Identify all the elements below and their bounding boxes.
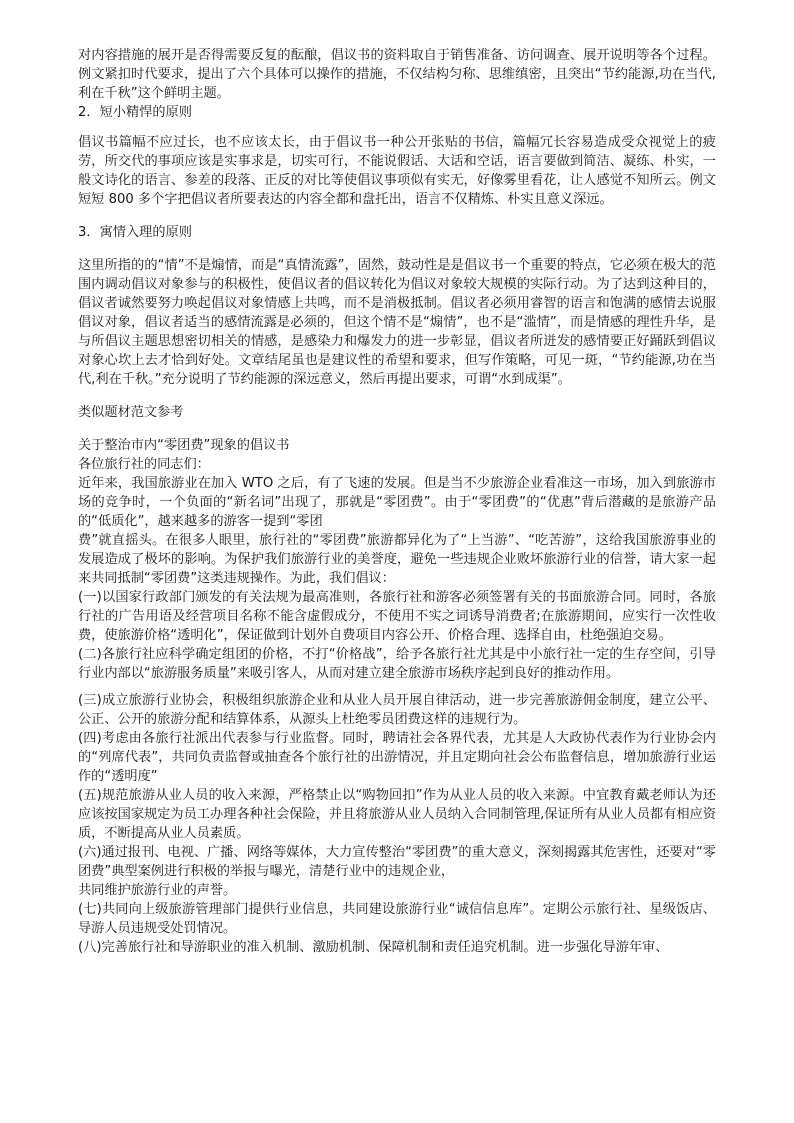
body-paragraph-1: 近年来，我国旅游业在加入 WTO 之后，有了飞速的发展。但是当不少旅游企业看准这一市场，加入到旅游市场的竞争时，一个负面的“新名词”出现了，那就是“零团费”。由于“零团费”的“优惠”背后潜藏的是旅游产品的“低质化”，越来越多的游客一提到“零团 <box>78 476 716 529</box>
proposal-item-6-cont: 共同维护旅游行业的声誉。 <box>78 883 237 898</box>
proposal-title: 关于整治市内“零团费”现象的倡议书 <box>78 438 290 453</box>
proposal-item-2: (二)各旅行社应科学确定组团的价格，不打“价格战”，给予各旅行社尤其是中小旅行社一定的生存空间，引导行业内部以“旅游服务质量”来吸引客人，从而对建立建全旅游市场秩序起到良好的推动作用。 <box>78 647 716 681</box>
salutation: 各位旅行社的同志们： <box>78 457 210 472</box>
proposal-item-3: (三)成立旅游行业协会，积极组织旅游企业和从业人员开展自律活动，进一步完善旅游佣金制度，建立公平、公正、公开的旅游分配和结算体系，从源头上杜绝零员团费这样的违规行为。 <box>78 693 716 727</box>
body-paragraph-1-cont: 费”就直摇头。在很多人眼里，旅行社的“零团费”旅游都异化为了“上当游”、“吃苦游”，这给我国旅游事业的发展造成了极坏的影响。为保护我们旅游行业的美誉度，避免一些违规企业败坏旅游行业的信誉，请大家一起来共同抵制“零团费”这类违规操作。为此，我们倡议： <box>78 533 716 586</box>
heading-emotion: 3．寓情入理的原则 <box>78 225 192 240</box>
proposal-item-8: (八)完善旅行社和导游职业的准入机制、激励机制、保障机制和责任追究机制。进一步强化导游年审、 <box>78 940 669 955</box>
section-heading: 类似题材范文参考 <box>78 405 184 420</box>
emotion-paragraph: 这里所指的的“情”不是煽情，而是“真情流露”，固然，鼓动性是是倡议书一个重要的特点，它必须在极大的范围内调动倡议对象参与的积极性，使倡议者的倡议转化为倡议对象较大规模的实际行动。为了达到这种目的，倡议者诚然要努力唤起倡议对象情感上共鸣，而不是消极抵制。倡议者必须用睿智的语言和饱满的感情去说服倡议对象，倡议者适当的感情流露是必须的，但这个情不是“煽情”，也不是“滥情”，而是情感的理性升华，是与所倡议主题思想密切相关的情感，是感染力和爆发力的进一步彰显，倡议者所迸发的感情要正好踊跃到倡议对象心坎上去才恰到好处。文章结尾虽也是建议性的希望和要求，但写作策略，可见一斑，“节约能源,功在当代,利在千秋。”充分说明了节约能源的深远意义，然后再提出要求，可谓“水到成渠”。 <box>78 258 716 387</box>
brevity-paragraph: 倡议书篇幅不应过长，也不应该太长，由于倡议书一种公开张贴的书信，篇幅冗长容易造成受众视觉上的疲劳，所交代的事项应该是实事求是，切实可行，不能说假话、大话和空话，语言要做到简洁、凝练、朴实，一般文诗化的语言、参差的段落、正反的对比等使倡议事项似有实无，好像雾里看花，让人感觉不知所云。例文短短 800 多个字把倡议者所要表达的内容全都和盘托出，语言不仅精炼、朴实且意义深远。 <box>78 135 716 207</box>
heading-brevity: 2．短小精悍的原则 <box>78 105 192 120</box>
document-page <box>78 46 716 957</box>
intro-paragraph: 对内容措施的展开是否得需要反复的酝酿，倡议书的资料取自于销售准备、访问调查、展开说明等各个过程。例文紧扣时代要求，提出了六个具体可以操作的措施，不仅结构匀称、思维缜密，且突出“节约能源,功在当代,利在千秋”这个鲜明主题。 <box>78 48 716 101</box>
proposal-item-1: (一)以国家行政部门颁发的有关法规为最高准则，各旅行社和游客必须签署有关的书面旅游合同。同时，各旅行社的广告用语及经营项目名称不能含虚假成分，不使用不实之词诱导消费者;在旅游期间，应实行一次性收费，使旅游价格“透明化”，保证做到计划外自费项目内容公开、价格合理、选择自由，杜绝强迫交易。 <box>78 590 716 643</box>
proposal-item-5: (五)规范旅游从业人员的收入来源，严格禁止以“购物回扣”作为从业人员的收入来源。中宜教育戴老师认为还应该按国家规定为员工办理各种社会保险，并且将旅游从业人员纳入合同制管理,保证所有从业人员都有相应资质，不断提高从业人员素质。 <box>78 788 716 841</box>
proposal-item-6: (六)通过报刊、电视、广播、网络等媒体，大力宣传整治“零团费”的重大意义，深刻揭露其危害性，还要对“零团费”典型案例进行积极的举报与曝光，清楚行业中的违规企业， <box>78 845 716 879</box>
proposal-item-7: (七)共同向上级旅游管理部门提供行业信息，共同建设旅游行业“诚信信息库”。定期公示旅行社、星级饭店、导游人员违规受处罚情况。 <box>78 902 716 936</box>
proposal-item-4: (四)考虑由各旅行社派出代表参与行业监督。同时，聘请社会各界代表，尤其是人大政协代表作为行业协会内的“列席代表”，共同负责监督或抽查各个旅行社的出游情况，并且定期向社会公布监督信息，增加旅游行业运作的“透明度” <box>78 731 716 784</box>
